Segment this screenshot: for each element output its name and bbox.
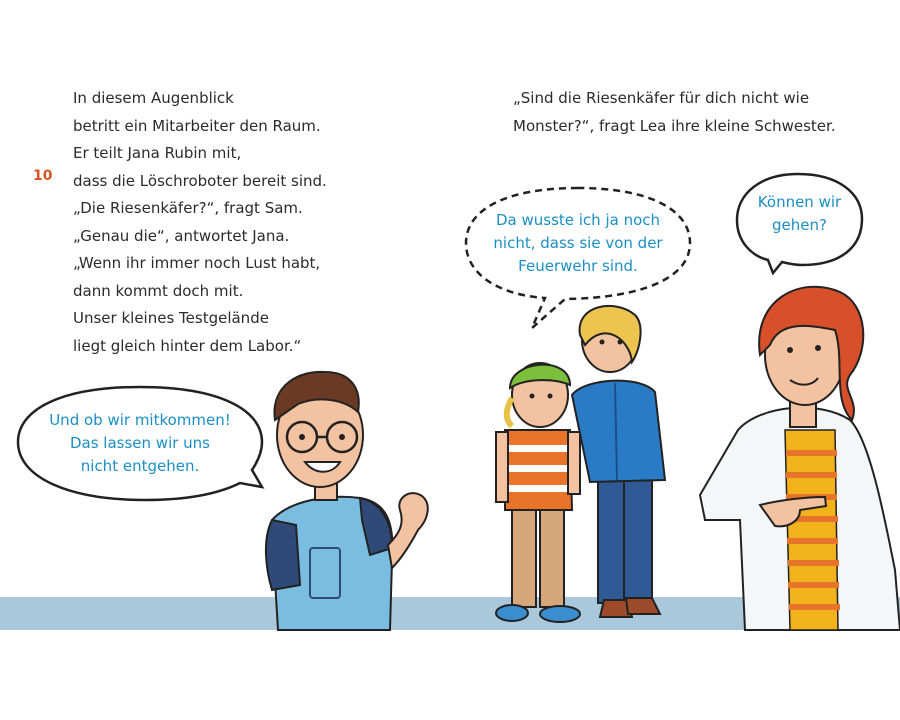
- bubble-line: nicht, dass sie von der: [493, 234, 663, 252]
- text-line: Unser kleines Testgelände: [73, 309, 269, 327]
- text-line: „Sind die Riesenkäfer für dich nicht wie: [513, 89, 810, 107]
- text-line: „Genau die“, antwortet Jana.: [73, 226, 290, 245]
- bubble-line: Können wir: [757, 193, 842, 211]
- bubble-text-jana: [742, 191, 857, 237]
- right-text-block: [513, 85, 883, 140]
- bubble-text-lea: [472, 209, 684, 278]
- bubble-line: Das lassen wir uns: [69, 434, 211, 452]
- boy-sam-figure: [266, 372, 428, 630]
- bubble-line: Und ob wir mitkommen!: [49, 411, 231, 429]
- text-line: liegt gleich hinter dem Labor.“: [73, 336, 302, 355]
- text-line: betritt ein Mitarbeiter den Raum.: [73, 116, 321, 135]
- bubble-line: Feuerwehr sind.: [518, 257, 638, 275]
- text-line: Er teilt Jana Rubin mit,: [73, 144, 242, 162]
- girl-small-figure: [496, 363, 580, 622]
- text-line: „Die Riesenkäfer?“, fragt Sam.: [73, 199, 303, 217]
- text-line: dann kommt doch mit.: [73, 281, 244, 300]
- girl-lea-figure: [572, 306, 665, 617]
- text-line: dass die Löschroboter bereit sind.: [73, 171, 327, 190]
- bubble-text-sam: [30, 409, 250, 478]
- text-line: In diesem Augenblick: [73, 89, 234, 107]
- text-line: Monster?“, fragt Lea ihre kleine Schwester.: [513, 116, 836, 135]
- line-number: 10: [33, 168, 53, 184]
- bubble-line: nicht entgehen.: [80, 457, 200, 475]
- woman-jana-figure: [700, 287, 900, 630]
- text-line: „Wenn ihr immer noch Lust habt,: [73, 254, 321, 272]
- left-text-block: [73, 85, 353, 360]
- bubble-line: Da wusste ich ja noch: [495, 211, 661, 229]
- bubble-line: gehen?: [772, 216, 827, 234]
